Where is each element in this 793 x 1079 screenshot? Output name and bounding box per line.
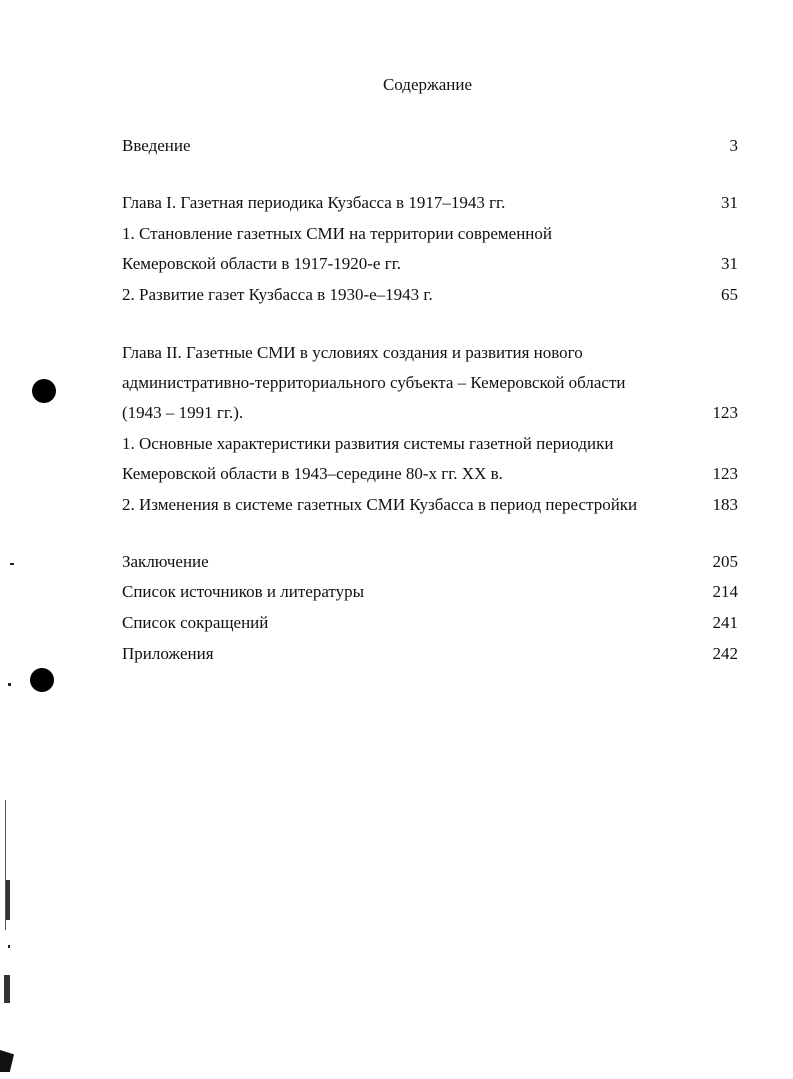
toc-entry-text: (1943 – 1991 гг.). (122, 403, 244, 422)
toc-entry-page: 214 (712, 582, 738, 601)
toc-entry-text: 1. Основные характеристики развития системы газетной периодики (122, 434, 614, 453)
toc-entry-text: 2. Изменения в системе газетных СМИ Кузбасса в период перестройки (122, 495, 638, 514)
punch-hole-mark (30, 668, 54, 692)
toc-entry-text: Список источников и литературы (122, 582, 365, 601)
toc-entry-text: Приложения (122, 644, 214, 663)
toc-entry-page: 65 (721, 285, 738, 304)
toc-entry-text: 2. Развитие газет Кузбасса в 1930-е–1943 г. (122, 285, 433, 304)
toc-entry-page: 31 (721, 254, 738, 273)
scan-speck (6, 880, 10, 920)
toc-entry-text: Заключение (122, 552, 209, 571)
scan-speck (8, 683, 11, 686)
toc-entry-text: административно-территориального субъекта – Кемеровской области (122, 373, 626, 392)
toc-entry-text: Кемеровской области в 1917-1920-е гг. (122, 254, 402, 273)
toc-entry-page: 123 (712, 403, 738, 422)
toc-entry-page: 183 (712, 495, 738, 514)
toc-entry-text: Глава I. Газетная периодика Кузбасса в 1917–1943 гг. (122, 193, 506, 212)
toc-entry-text: Введение (122, 136, 191, 155)
page-title: Содержание (382, 75, 473, 94)
toc-entry-text: Кемеровской области в 1943–середине 80-х гг. XX в. (122, 464, 503, 483)
scan-speck (4, 975, 10, 1003)
toc-entry-page: 31 (721, 193, 738, 212)
toc-entry-page: 242 (712, 644, 738, 663)
toc-entry-page: 241 (712, 613, 738, 632)
toc-entry-text: Глава II. Газетные СМИ в условиях создания и развития нового (122, 343, 583, 362)
toc-entry-page: 123 (712, 464, 738, 483)
toc-entry-page: 205 (712, 552, 738, 571)
scan-speck (8, 945, 10, 948)
punch-hole-mark (32, 379, 56, 403)
scan-speck (10, 563, 14, 565)
toc-entry-text: Список сокращений (122, 613, 269, 632)
toc-entry-page: 3 (729, 136, 738, 155)
toc-entry-text: 1. Становление газетных СМИ на территории современной (122, 224, 553, 243)
scan-speck (0, 1050, 14, 1072)
